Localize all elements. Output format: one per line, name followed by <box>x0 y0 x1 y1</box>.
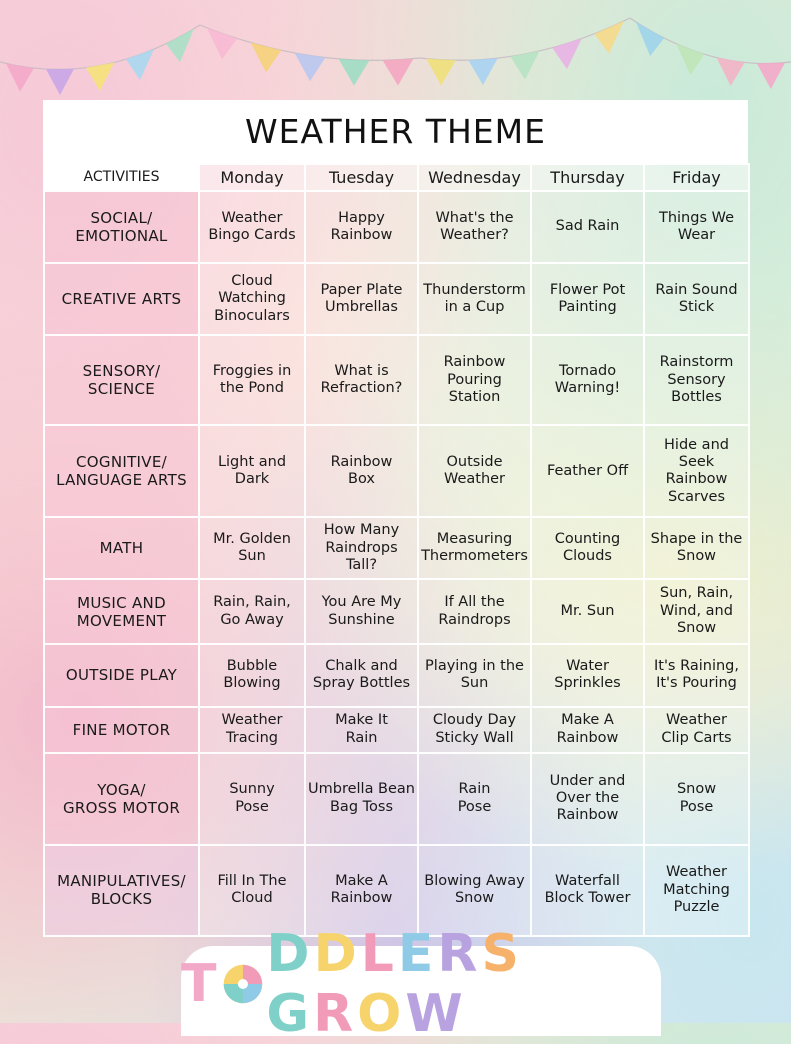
bunting-flag <box>594 21 623 53</box>
activity-text: Chalk and Spray Bottles <box>312 657 411 692</box>
activity-text: Water Sprinkles <box>554 657 621 692</box>
activity-table <box>43 163 750 937</box>
activity-cell <box>644 753 749 845</box>
category-text: FINE MOTOR <box>72 720 171 739</box>
activity-cell <box>199 263 305 335</box>
logo-letter: S <box>481 924 523 984</box>
activity-text: Make A Rainbow <box>330 873 393 907</box>
activity-cell <box>305 517 418 579</box>
activity-text: Outside Weather <box>443 453 506 488</box>
weekly-plan-card <box>43 100 748 937</box>
activity-cell <box>199 845 305 936</box>
activity-text: Happy Rainbow <box>330 209 393 244</box>
activity-cell <box>305 191 418 263</box>
table-row <box>44 517 749 579</box>
bunting-flag <box>757 63 785 89</box>
activity-cell <box>305 644 418 707</box>
logo-letters <box>266 924 661 1044</box>
activity-text: Cloud Watching Binoculars <box>214 273 290 324</box>
activity-cell <box>644 707 749 753</box>
activity-text: Cloudy Day Sticky Wall <box>432 712 517 746</box>
activity-text: Rainbow Box <box>330 453 393 488</box>
activity-cell <box>531 191 644 263</box>
logo-letter: R <box>437 924 482 984</box>
category-label <box>44 579 199 643</box>
table-row <box>44 644 749 707</box>
activity-text: How Many Raindrops Tall? <box>323 522 400 574</box>
category-label <box>44 517 199 579</box>
table-row <box>44 335 749 425</box>
activity-text: Tornado Warning! <box>554 362 621 397</box>
category-label <box>44 845 199 936</box>
activity-cell <box>531 845 644 936</box>
activity-cell <box>531 644 644 707</box>
activity-text: Sad Rain <box>555 218 620 235</box>
activity-text: Froggies in the Pond <box>212 362 292 397</box>
activity-cell <box>199 191 305 263</box>
activity-cell <box>644 845 749 936</box>
bunting-flag <box>207 28 238 59</box>
category-text: OUTSIDE PLAY <box>65 666 178 685</box>
table-header-row <box>44 164 749 191</box>
activity-text: Waterfall Block Tower <box>544 873 631 907</box>
category-text: MUSIC AND MOVEMENT <box>76 593 167 630</box>
activity-text: Playing in the Sun <box>425 657 524 692</box>
logo-letter: W <box>405 984 467 1044</box>
activity-text: Weather Matching Puzzle <box>663 864 730 916</box>
activity-text: Thunderstorm in a Cup <box>423 281 526 316</box>
activity-text: Counting Clouds <box>554 531 621 565</box>
activity-text: Rain, Rain, Go Away <box>213 594 291 628</box>
bunting-flag <box>339 59 370 86</box>
bunting-flag <box>6 63 34 91</box>
category-label <box>44 263 199 335</box>
activity-cell <box>418 335 531 425</box>
activity-cell <box>531 579 644 643</box>
activity-cell <box>644 517 749 579</box>
beach-ball-icon <box>222 959 264 1009</box>
activity-text: Light and Dark <box>217 453 287 488</box>
activity-text: Things We Wear <box>658 209 735 244</box>
category-label <box>44 425 199 517</box>
category-text: YOGA/ GROSS MOTOR <box>62 780 181 817</box>
table-row <box>44 845 749 936</box>
activity-text: Weather Clip Carts <box>661 712 732 746</box>
activity-cell <box>644 191 749 263</box>
table-row <box>44 707 749 753</box>
category-label <box>44 707 199 753</box>
activity-text: Mr. Sun <box>560 602 615 619</box>
activity-cell <box>199 707 305 753</box>
activity-text: Blowing Away Snow <box>424 873 525 907</box>
activity-cell <box>418 517 531 579</box>
activity-cell <box>305 845 418 936</box>
activity-cell <box>305 263 418 335</box>
activity-text: Make It Rain <box>335 712 388 746</box>
logo-letter: O <box>357 984 406 1044</box>
logo-letter: R <box>313 984 358 1044</box>
activity-cell <box>531 425 644 517</box>
activity-text: Snow Pose <box>676 781 717 815</box>
title-bar <box>43 100 748 163</box>
activity-cell <box>305 335 418 425</box>
day-header-thursday: Thursday <box>531 164 644 191</box>
bunting-flag <box>383 59 414 86</box>
activity-cell <box>531 753 644 845</box>
day-header-friday: Friday <box>644 164 749 191</box>
activity-text: Fill In The Cloud <box>217 873 287 907</box>
activity-text: Shape in the Snow <box>650 531 743 565</box>
bunting-flag <box>126 49 154 80</box>
toddlers-grow-logo <box>181 924 661 1044</box>
activity-cell <box>199 579 305 643</box>
day-header-wednesday: Wednesday <box>418 164 531 191</box>
activity-cell <box>531 335 644 425</box>
activity-cell <box>644 644 749 707</box>
activity-text: Weather Tracing <box>221 712 283 746</box>
activity-cell <box>418 191 531 263</box>
activity-cell <box>199 517 305 579</box>
activity-text: Sun, Rain, Wind, and Snow <box>659 585 734 637</box>
table-row <box>44 263 749 335</box>
bunting-flag <box>295 53 326 81</box>
activities-header: ACTIVITIES <box>44 164 199 191</box>
activity-cell <box>531 263 644 335</box>
activity-cell <box>418 579 531 643</box>
activity-cell <box>305 425 418 517</box>
activity-cell <box>644 263 749 335</box>
activity-text: You Are My Sunshine <box>321 594 402 628</box>
logo-letter: G <box>266 984 314 1044</box>
activity-text: Rain Sound Stick <box>655 281 738 316</box>
logo-letter: D <box>266 924 314 984</box>
category-label <box>44 335 199 425</box>
activity-cell <box>199 425 305 517</box>
activity-cell <box>644 579 749 643</box>
category-text: COGNITIVE/ LANGUAGE ARTS <box>56 453 187 490</box>
bunting-flag <box>717 58 745 86</box>
bunting-flag <box>46 69 74 95</box>
category-text: MANIPULATIVES/ BLOCKS <box>57 872 186 909</box>
category-text: MATH <box>99 539 144 558</box>
bunting-flag <box>426 59 455 86</box>
activity-text: Bubble Blowing <box>223 657 281 692</box>
activity-text: It's Raining, It's Pouring <box>653 657 739 692</box>
category-label <box>44 191 199 263</box>
activity-cell <box>418 644 531 707</box>
activity-cell <box>418 845 531 936</box>
table-row <box>44 753 749 845</box>
activity-text: What is Refraction? <box>320 362 403 397</box>
activity-cell <box>199 753 305 845</box>
bunting-flag <box>676 44 704 75</box>
activity-text: Hide and Seek Rainbow Scarves <box>664 436 729 505</box>
activity-text: Feather Off <box>546 462 629 479</box>
activity-cell <box>199 644 305 707</box>
table-row <box>44 191 749 263</box>
activity-cell <box>531 707 644 753</box>
category-text: SOCIAL/ EMOTIONAL <box>75 209 168 246</box>
bunting-garland <box>0 0 791 100</box>
activity-text: If All the Raindrops <box>438 594 511 628</box>
page-title: WEATHER THEME <box>245 112 546 151</box>
activity-text: Rainbow Pouring Station <box>443 354 506 405</box>
activity-cell <box>305 707 418 753</box>
activity-text: Paper Plate Umbrellas <box>320 281 403 316</box>
activity-cell <box>418 425 531 517</box>
bunting-flag <box>251 43 282 73</box>
table-row <box>44 579 749 643</box>
activity-text: Flower Pot Painting <box>549 281 626 316</box>
logo-letter: D <box>313 924 361 984</box>
logo-letter-t: T <box>181 954 221 1014</box>
bunting-flag <box>468 58 497 85</box>
activity-cell <box>644 425 749 517</box>
category-text: CREATIVE ARTS <box>61 290 182 309</box>
category-text: SENSORY/ SCIENCE <box>82 362 161 399</box>
activity-cell <box>305 579 418 643</box>
activity-cell <box>305 753 418 845</box>
logo-letter: L <box>360 924 398 984</box>
activity-text: What's the Weather? <box>435 209 514 244</box>
day-header-tuesday: Tuesday <box>305 164 418 191</box>
activity-cell <box>418 263 531 335</box>
activity-cell <box>418 707 531 753</box>
activity-text: Sunny Pose <box>229 781 275 815</box>
activity-cell <box>199 335 305 425</box>
activity-cell <box>644 335 749 425</box>
bunting-flag <box>636 22 664 56</box>
activity-text: Make A Rainbow <box>556 712 619 746</box>
activity-text: Rain Pose <box>457 781 492 815</box>
category-label <box>44 753 199 845</box>
activity-text: Weather Bingo Cards <box>208 209 296 244</box>
activity-cell <box>531 517 644 579</box>
activity-cell <box>418 753 531 845</box>
activity-text: Rainstorm Sensory Bottles <box>659 354 734 405</box>
day-header-monday: Monday <box>199 164 305 191</box>
category-label <box>44 644 199 707</box>
bunting-flag <box>166 29 194 63</box>
logo-letter: E <box>397 924 438 984</box>
activity-text: Measuring Thermometers <box>421 531 528 565</box>
table-row <box>44 425 749 517</box>
activity-text: Mr. Golden Sun <box>213 531 291 565</box>
activity-text: Umbrella Bean Bag Toss <box>308 781 416 815</box>
activity-text: Under and Over the Rainbow <box>549 772 626 824</box>
